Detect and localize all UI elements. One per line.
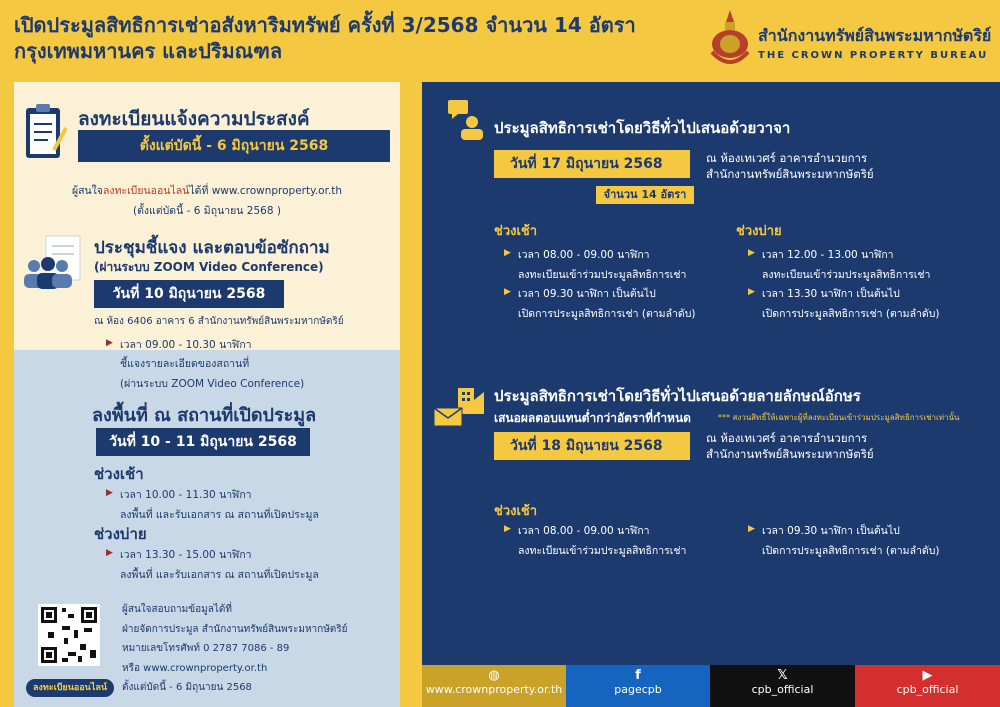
written-subtitle: เสนอผลตอบแทนต่ำกว่าอัตราที่กำหนด	[494, 411, 691, 425]
note-suffix: ได้ที่ www.crownproperty.or.th	[189, 185, 343, 197]
right-panel	[422, 82, 1000, 665]
bullet-arrow-icon: ▶	[748, 524, 755, 534]
qr-register-button[interactable]: ลงทะเบียนออนไลน์	[26, 679, 114, 697]
verbal-morning-label: ช่วงเช้า	[494, 224, 538, 239]
page-title	[14, 12, 694, 64]
contact-line-1: ผู้สนใจสอบถามข้อมูลได้ที่	[122, 604, 232, 615]
x-link[interactable]	[710, 665, 855, 707]
register-note	[14, 182, 400, 199]
title-line-2: กรุงเทพมหานคร และปริมณฑล	[14, 39, 283, 63]
meeting-desc-2: (ผ่านระบบ ZOOM Video Conference)	[120, 378, 305, 390]
register-date-bar: ตั้งแต่บัดนี้ - 6 มิถุนายน 2568	[78, 130, 390, 162]
verbal-venue-2: สำนักงานทรัพย์สินพระมหากษัตริย์	[706, 167, 874, 181]
written-note: *** สงวนสิทธิ์ให้เฉพาะผู้ที่ลงทะเบียนเข้าร่วมประมูลสิทธิการเช่าเท่านั้น	[718, 413, 960, 422]
meeting-date-bar: วันที่ 10 มิถุนายน 2568	[94, 280, 284, 308]
written-m-time1: เวลา 08.00 - 09.00 นาฬิกา	[518, 525, 650, 537]
bullet-arrow-icon: ▶	[504, 248, 511, 258]
contact-line-4: หรือ www.crownproperty.or.th	[122, 662, 268, 674]
site-morning-label: ช่วงเช้า	[94, 465, 144, 483]
verbal-title: ประมูลสิทธิการเช่าโดยวิธีทั่วไปเสนอด้วยวาจา	[494, 119, 791, 137]
verbal-venue-1: ณ ห้องเทเวศร์ อาคารอำนวยการ	[706, 151, 868, 165]
x-icon: 𝕏	[777, 668, 788, 683]
website-label: www.crownproperty.or.th	[425, 683, 563, 696]
site-afternoon-label: ช่วงบ่าย	[94, 525, 147, 543]
site-title: ลงพื้นที่ ณ สถานที่เปิดประมูล	[92, 405, 317, 426]
contact-block	[122, 600, 348, 698]
contact-line-5: ตั้งแต่บัดนี้ - 6 มิถุนายน 2568	[122, 682, 252, 693]
org-name-en: THE CROWN PROPERTY BUREAU	[758, 50, 989, 61]
verbal-m-desc2: เปิดการประมูลสิทธิการเช่า (ตามลำดับ)	[518, 308, 696, 320]
verbal-date: วันที่ 17 มิถุนายน 2568	[494, 150, 690, 178]
meeting-subtitle: (ผ่านระบบ ZOOM Video Conference)	[94, 260, 324, 274]
globe-icon: ◍	[488, 668, 500, 683]
bullet-arrow-icon: ▶	[106, 338, 113, 348]
meeting-location: ณ ห้อง 6406 อาคาร 6 สำนักงานทรัพย์สินพระมหากษัตริย์	[94, 316, 344, 327]
facebook-link[interactable]	[566, 665, 710, 707]
site-afternoon-time: เวลา 13.30 - 15.00 นาฬิกา	[120, 549, 252, 561]
written-morning-label: ช่วงเช้า	[494, 504, 538, 519]
clipboard-icon	[24, 102, 68, 162]
bullet-arrow-icon: ▶	[106, 488, 113, 498]
video-conference-icon	[20, 234, 84, 290]
website-link[interactable]	[422, 665, 566, 707]
verbal-a-time1: เวลา 12.00 - 13.00 นาฬิกา	[762, 249, 894, 261]
speech-person-icon	[446, 98, 486, 140]
social-footer	[422, 665, 1000, 707]
verbal-afternoon-label: ช่วงบ่าย	[736, 224, 782, 239]
facebook-icon: f	[635, 668, 641, 683]
facebook-label: pagecpb	[614, 683, 662, 696]
meeting-time: เวลา 09.00 - 10.30 นาฬิกา	[120, 339, 252, 351]
header	[0, 0, 1000, 82]
envelope-building-icon	[432, 384, 488, 428]
written-venue-1: ณ ห้องเทเวศร์ อาคารอำนวยการ	[706, 431, 868, 445]
verbal-m-desc1: ลงทะเบียนเข้าร่วมประมูลสิทธิการเช่า	[518, 269, 687, 281]
written-venue	[706, 430, 874, 462]
verbal-a-time2: เวลา 13.30 นาฬิกา เป็นต้นไป	[762, 288, 900, 300]
site-morning-time: เวลา 10.00 - 11.30 นาฬิกา	[120, 489, 252, 501]
org-name-th: สำนักงานทรัพย์สินพระมหากษัตริย์	[758, 26, 992, 45]
left-panel	[14, 82, 400, 707]
note-prefix: ผู้สนใจ	[71, 185, 103, 197]
written-title: ประมูลสิทธิการเช่าโดยวิธีทั่วไปเสนอด้วยลายลักษณ์อักษร	[494, 387, 861, 405]
verbal-count: จำนวน 14 อัตรา	[596, 186, 694, 204]
bullet-arrow-icon: ▶	[748, 248, 755, 258]
site-afternoon-desc: ลงพื้นที่ และรับเอกสาร ณ สถานที่เปิดประมูล	[120, 569, 319, 581]
written-date: วันที่ 18 มิถุนายน 2568	[494, 432, 690, 460]
verbal-a-desc1: ลงทะเบียนเข้าร่วมประมูลสิทธิการเช่า	[762, 269, 931, 281]
contact-line-2: ฝ่ายจัดการประมูล สำนักงานทรัพย์สินพระมหากษัตริย์	[122, 623, 348, 635]
title-line-1: เปิดประมูลสิทธิการเช่าอสังหาริมทรัพย์ ครั้งที่ 3/2568 จำนวน 14 อัตรา	[14, 13, 636, 37]
written-m-time2: เวลา 09.30 นาฬิกา เป็นต้นไป	[762, 525, 900, 537]
note-highlight: ลงทะเบียนออนไลน์	[102, 185, 190, 197]
bullet-arrow-icon: ▶	[748, 287, 755, 297]
written-m-desc2: เปิดการประมูลสิทธิการเช่า (ตามลำดับ)	[762, 545, 940, 557]
verbal-a-desc2: เปิดการประมูลสิทธิการเช่า (ตามลำดับ)	[762, 308, 940, 320]
register-note-line2: (ตั้งแต่บัดนี้ - 6 มิถุนายน 2568 )	[133, 205, 281, 217]
youtube-label: cpb_official	[896, 683, 959, 696]
x-label: cpb_official	[751, 683, 814, 696]
site-date-bar: วันที่ 10 - 11 มิถุนายน 2568	[96, 428, 310, 456]
written-venue-2: สำนักงานทรัพย์สินพระมหากษัตริย์	[706, 447, 874, 461]
qr-code-icon[interactable]	[38, 604, 100, 666]
verbal-m-time2: เวลา 09.30 นาฬิกา เป็นต้นไป	[518, 288, 656, 300]
written-m-desc1: ลงทะเบียนเข้าร่วมประมูลสิทธิการเช่า	[518, 545, 687, 557]
youtube-link[interactable]	[855, 665, 1000, 707]
contact-line-3: หมายเลขโทรศัพท์ 0 2787 7086 - 89	[122, 643, 290, 654]
meeting-title: ประชุมชี้แจง และตอบข้อซักถาม	[94, 238, 330, 258]
verbal-m-time1: เวลา 08.00 - 09.00 นาฬิกา	[518, 249, 650, 261]
meeting-desc-1: ชี้แจงรายละเอียดของสถานที่	[120, 358, 250, 370]
youtube-icon: ▶	[922, 668, 933, 683]
bullet-arrow-icon: ▶	[504, 524, 511, 534]
bullet-arrow-icon: ▶	[106, 548, 113, 558]
verbal-venue	[706, 150, 874, 182]
bullet-arrow-icon: ▶	[504, 287, 511, 297]
register-title: ลงทะเบียนแจ้งความประสงค์	[78, 108, 310, 130]
crown-emblem-icon	[708, 8, 752, 72]
site-morning-desc: ลงพื้นที่ และรับเอกสาร ณ สถานที่เปิดประมูล	[120, 509, 319, 521]
